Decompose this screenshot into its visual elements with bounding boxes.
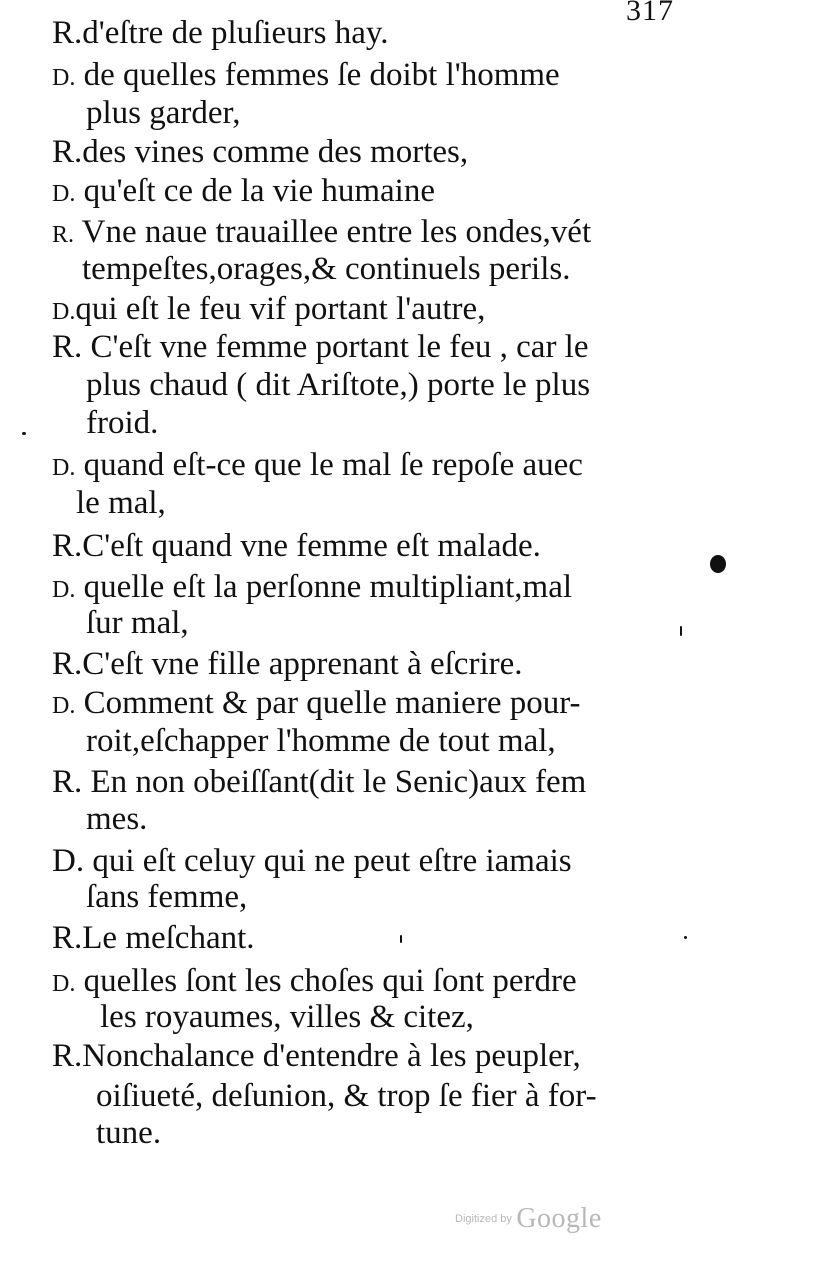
text-line <box>86 404 158 442</box>
line-text: plus garder, <box>86 95 241 131</box>
line-text: C'eſt vne fille apprenant à eſcrire. <box>82 646 523 682</box>
line-text: tempeſtes,orages,& continuels perils. <box>82 251 571 287</box>
speaker-marker: R. <box>52 528 83 564</box>
text-line <box>52 290 485 331</box>
line-text: C'eſt quand vne femme eſt malade. <box>82 528 541 564</box>
line-text: des vines comme des mortes, <box>82 134 469 170</box>
text-line <box>76 484 166 522</box>
speaker-marker: R. <box>52 920 83 956</box>
speaker-marker: D. <box>52 455 76 481</box>
speaker-marker: R. <box>52 646 83 682</box>
line-text: qu'eſt ce de la vie humaine <box>75 173 435 209</box>
text-line <box>52 645 523 683</box>
text-line <box>52 1037 581 1075</box>
line-text: Nonchalance d'entendre à les peupler, <box>82 1038 581 1074</box>
ink-speck <box>684 936 687 939</box>
line-text: roit,eſchapper l'homme de tout mal, <box>86 723 556 759</box>
google-logo-text: Google <box>516 1203 602 1234</box>
line-text: quelles ſont les choſes qui ſont perdre <box>75 963 577 999</box>
line-text: qui eſt celuy qui ne peut eſtre iamais <box>84 843 572 879</box>
text-line <box>96 1077 597 1115</box>
text-line <box>86 94 240 132</box>
line-text: de quelles femmes ſe doibt l'homme <box>75 57 560 93</box>
line-text: En non obeiſſant(dit le Senic)aux fem <box>82 764 587 800</box>
text-line <box>52 763 586 801</box>
text-line <box>86 878 247 916</box>
text-line <box>52 962 577 1003</box>
line-text: C'eſt vne femme portant le feu , car le <box>82 329 589 365</box>
line-text: ſur mal, <box>86 605 189 641</box>
line-text: ſans femme, <box>86 879 248 915</box>
line-text: mes. <box>86 801 148 837</box>
text-line <box>52 328 589 366</box>
line-text: Comment & par quelle maniere pour- <box>75 685 581 721</box>
speaker-marker: D. <box>52 577 76 603</box>
line-text: Le meſchant. <box>82 920 255 956</box>
line-text: qui eſt le feu vif portant l'autre, <box>75 291 486 327</box>
text-line <box>52 172 435 213</box>
speaker-marker: D. <box>52 843 85 879</box>
ink-spot <box>710 555 726 573</box>
speaker-marker: R. <box>52 1038 83 1074</box>
text-line <box>52 684 581 725</box>
ink-speck <box>400 935 402 943</box>
speaker-marker: R. <box>52 764 83 800</box>
line-text: les royaumes, villes & citez, <box>100 999 474 1035</box>
digitization-watermark <box>455 1203 602 1235</box>
text-line <box>52 527 541 565</box>
speaker-marker: R. <box>52 329 83 365</box>
text-line <box>52 133 468 171</box>
speaker-marker: D. <box>52 65 76 91</box>
speaker-marker: R. <box>52 15 83 51</box>
text-line <box>86 604 189 642</box>
text-line <box>96 1114 161 1152</box>
text-line <box>86 722 556 760</box>
line-text: plus chaud ( dit Ariſtote,) porte le plus <box>86 367 591 403</box>
line-text: quelle eſt la perſonne multipliant,mal <box>75 569 573 605</box>
text-line <box>52 919 255 957</box>
text-line <box>52 213 591 254</box>
text-line <box>52 842 572 880</box>
speaker-marker: D. <box>52 971 76 997</box>
line-text: tune. <box>96 1115 162 1151</box>
text-line <box>86 800 147 838</box>
text-line <box>52 56 560 97</box>
line-text: oiſiueté, deſunion, & trop ſe fier à for- <box>96 1078 597 1114</box>
line-text: froid. <box>86 405 159 441</box>
text-line <box>82 250 570 288</box>
line-text: le mal, <box>76 485 166 521</box>
text-line <box>52 446 583 487</box>
text-line <box>86 366 590 404</box>
speaker-marker: D. <box>52 693 76 719</box>
text-line <box>100 998 474 1036</box>
line-text: Vne naue trauaillee entre les ondes,vét <box>74 214 592 250</box>
text-line <box>52 568 572 609</box>
speaker-marker: D. <box>52 181 76 207</box>
speaker-marker: R. <box>52 222 75 248</box>
ink-speck <box>22 432 26 435</box>
ink-speck <box>680 626 682 636</box>
line-text: d'eſtre de pluſieurs hay. <box>82 15 389 51</box>
speaker-marker: R. <box>52 134 83 170</box>
speaker-marker: D. <box>52 299 76 325</box>
line-text: quand eſt-ce que le mal ſe repoſe auec <box>75 447 583 483</box>
digitized-label: Digitized by <box>455 1213 512 1225</box>
text-line <box>52 14 388 52</box>
page-number: 317 <box>626 0 674 27</box>
